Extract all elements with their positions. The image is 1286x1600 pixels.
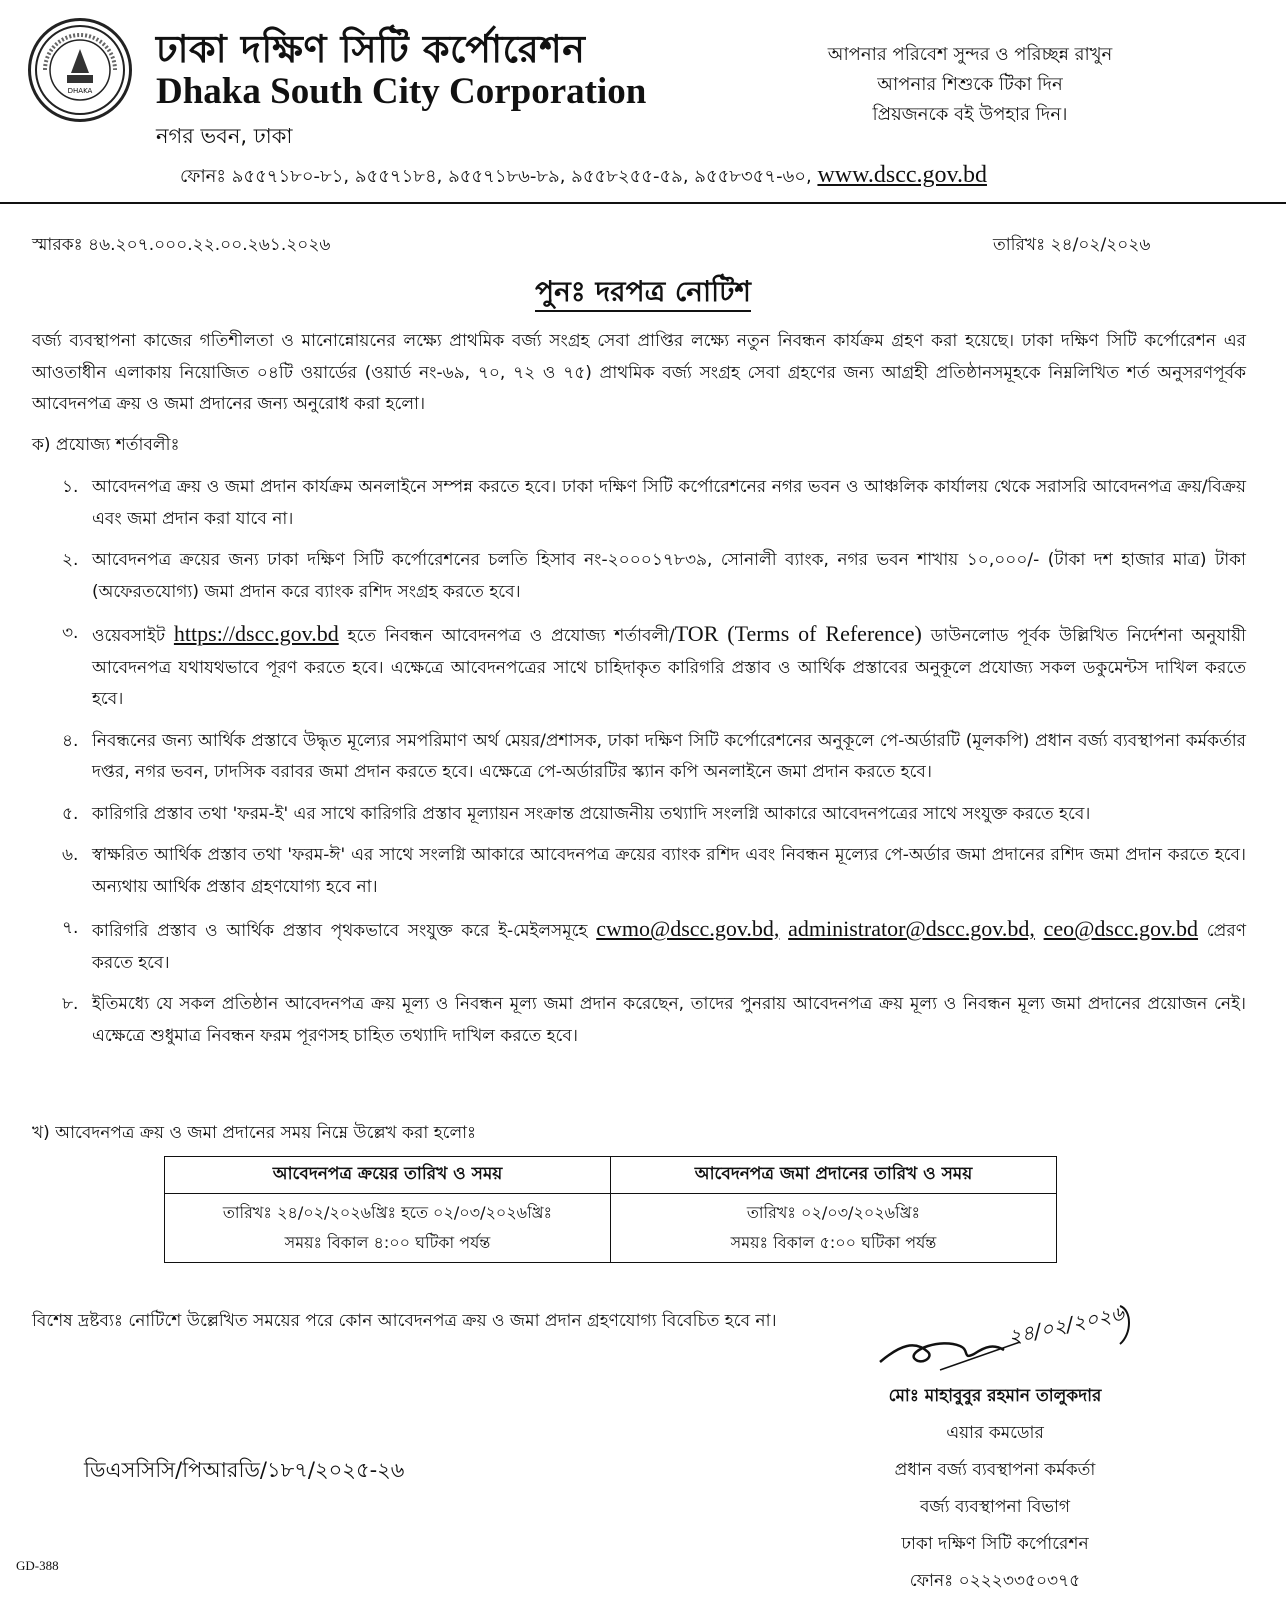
org-address: নগর ভবন, ঢাকা (156, 124, 293, 148)
header-contact (180, 162, 987, 193)
dscc-download-link[interactable]: https://dscc.gov.bd (173, 621, 339, 646)
section-ka-heading: ক) প্রযোজ্য শর্তাবলীঃ (32, 435, 180, 455)
slogan-3: প্রিয়জনকে বই উপহার দিন। (872, 104, 1068, 125)
notice-title: পুনঃ দরপত্র নোটিশ (0, 270, 1286, 317)
gd-code: GD-388 (16, 1558, 59, 1573)
schedule-table (164, 1156, 1057, 1263)
condition-8: ৮. ইতিমধ্যে যে সকল প্রতিষ্ঠান আবেদনপত্র ক্রয় মূল্য ও নিবন্ধন মূল্য জমা প্রদান করেছেন, তাদের পুনরায় আবেদনপত্র ক্রয় মূল্য ও নিবন্ধন মূল্য জমা প্রদানের প্রয়োজন নেই। এক্ষেত্রে শুধুমাত্র নিবন্ধন ফরম পূরণসহ চাহিত তথ্যাদি দাখিল করতে হবে। (62, 994, 1246, 1046)
svg-text:২৪/০২/২০২৬: ২৪/০২/২০২৬ (1006, 1300, 1126, 1349)
handwritten-signature (870, 1300, 1170, 1386)
dscc-logo (28, 18, 132, 122)
email-administrator-link[interactable]: administrator@dscc.gov.bd, (788, 916, 1035, 941)
purchase-schedule-cell: তারিখঃ ২৪/০২/২০২৬খ্রিঃ হতে ০২/০৩/২০২৬খ্রিঃ সময়ঃ বিকাল ৪:০০ ঘটিকা পর্যন্ত (165, 1194, 611, 1263)
condition-4: ৪. নিবন্ধনের জন্য আর্থিক প্রস্তাবে উদ্ধৃত মূল্যের সমপরিমাণ অর্থ মেয়র/প্রশাসক, ঢাকা দক্ষিণ সিটি কর্পোরেশনের অনুকূলে পে-অর্ডারটি (মূলকপি) প্রধান বর্জ্য ব্যবস্থাপনা কর্মকর্তার দপ্তর, নগর ভবন, ঢাদসিক বরাবর জমা প্রদান করতে হবে। এক্ষেত্রে পে-অর্ডারটির স্ক্যান কপি অনলাইনে জমা প্রদান করতে হবে। (62, 730, 1246, 782)
slogan-2: আপনার শিশুকে টিকা দিন (877, 74, 1063, 95)
submit-schedule-cell: তারিখঃ ০২/০৩/২০২৬খ্রিঃ সময়ঃ বিকাল ৫:০০ ঘটিকা পর্যন্ত (611, 1194, 1057, 1263)
signatory-phone: ফোনঃ ০২২২৩৩৫০৩৭৫ (909, 1571, 1081, 1591)
section-kha-heading: খ) আবেদনপত্র ক্রয় ও জমা প্রদানের সময় নিম্নে উল্লেখ করা হলোঃ (32, 1123, 477, 1143)
signatory-designation: প্রধান বর্জ্য ব্যবস্থাপনা কর্মকর্তা (894, 1460, 1096, 1480)
header-phone: ফোনঃ ৯৫৫৭১৮০-৮১, ৯৫৫৭১৮৪, ৯৫৫৭১৮৬-৮৯, ৯৫৫৮২৫৫-৫৯, ৯৫৫৮৩৫৭-৬০, (180, 166, 812, 187)
website-link[interactable]: www.dscc.gov.bd (817, 162, 987, 188)
intro-paragraph: বর্জ্য ব্যবস্থাপনা কাজের গতিশীলতা ও মানোন্নোয়নের লক্ষ্যে প্রাথমিক বর্জ্য সংগ্রহ সেবা প্রাপ্তির লক্ষ্যে নতুন নিবন্ধন কার্যক্রম গ্রহণ করা হয়েছে। ঢাকা দক্ষিণ সিটি কর্পোরেশন এর আওতাধীন এলাকায় নিয়োজিত ০৪টি ওয়ার্ডের (ওয়ার্ড নং-৬৯, ৭০, ৭২ ও ৭৫) প্রাথমিক বর্জ্য সংগ্রহ সেবা গ্রহণের জন্য আগ্রহী প্রতিষ্ঠানসমূহকে নিম্নলিখিত শর্ত অনুসরণপূর্বক আবেদনপত্র ক্রয় ও জমা প্রদানের জন্য অনুরোধ করা হলো। (32, 331, 1246, 414)
condition-6: ৬. স্বাক্ষরিত আর্থিক প্রস্তাব তথা 'ফরম-ঈ' এর সাথে সংলগ্নি আকারে আবেদনপত্র ক্রয়ের ব্যাংক রশিদ এবং নিবন্ধন মূল্যের পে-অর্ডার জমা প্রদানের রশিদ জমা প্রদান করতে হবে। অন্যথায় আর্থিক প্রস্তাব গ্রহণযোগ্য হবে না। (62, 845, 1246, 897)
condition-3: ৩. ওয়েবসাইট https://dscc.gov.bd হতে নিবন্ধন আবেদনপত্র ও প্রযোজ্য শর্তাবলী/TOR (Terms of Reference) ডাউনলোড পূর্বক উল্লিখিত নির্দেশনা অনুযায়ী আবেদনপত্র যথাযথভাবে পূরণ করতে হবে। এক্ষেত্রে আবেদনপত্রের সাথে চাহিদাকৃত কারিগরি প্রস্তাব ও আর্থিক প্রস্তাবের অনুকূলে প্রযোজ্য সকল ডকুমেন্টস দাখিল করতে হবে। (62, 621, 1246, 709)
condition-2: ২. আবেদনপত্র ক্রয়ের জন্য ঢাকা দক্ষিণ সিটি কর্পোরেশনের চলতি হিসাব নং-২০০০১৭৮৩৯, সোনালী ব্যাংক, নগর ভবন শাখায় ১০,০০০/- (টাকা দশ হাজার মাত্র) টাকা (অফেরতযোগ্য) জমা প্রদান করে ব্যাংক রশিদ সংগ্রহ করতে হবে। (62, 550, 1246, 602)
col-purchase-header: আবেদনপত্র ক্রয়ের তারিখ ও সময় (165, 1157, 611, 1194)
condition-1: ১. আবেদনপত্র ক্রয় ও জমা প্রদান কার্যক্রম অনলাইনে সম্পন্ন করতে হবে। ঢাকা দক্ষিণ সিটি কর্পোরেশনের নগর ভবন ও আঞ্চলিক কার্যালয় থেকে সরাসরি আবেদনপত্র ক্রয়/বিক্রয় এবং জমা প্রদান করা যাবে না। (62, 477, 1246, 529)
email-ceo-link[interactable]: ceo@dscc.gov.bd (1043, 916, 1199, 941)
header-divider (0, 202, 1286, 204)
table-header-row (165, 1157, 1057, 1194)
pr-code: ডিএসসিসি/পিআরডি/১৮৭/২০২৫-২৬ (84, 1458, 405, 1482)
org-name-bn: ঢাকা দক্ষিণ সিটি কর্পোরেশন (156, 27, 586, 71)
signatory-block (800, 1378, 1190, 1600)
condition-5: ৫. কারিগরি প্রস্তাব তথা 'ফরম-ই' এর সাথে কারিগরি প্রস্তাব মূল্যায়ন সংক্রান্ত প্রয়োজনীয় তথ্যাদি সংলগ্নি আকারে আবেদনপত্রের সাথে সংযুক্ত করতে হবে। (62, 803, 1091, 824)
org-name-en: Dhaka South City Corporation (156, 71, 647, 112)
table-row (165, 1194, 1057, 1263)
svg-text:DHAKA: DHAKA (67, 87, 93, 95)
condition-7: ৭. কারিগরি প্রস্তাব ও আর্থিক প্রস্তাব পৃথকভাবে সংযুক্ত করে ই-মেইলসমূহে cwmo@dscc.gov.bd, administrator@dscc.gov.bd, ceo@dscc.gov.bd প্রেরণ করতে হবে। (62, 916, 1246, 973)
signatory-name: মোঃ মাহাবুবুর রহমান তালুকদার (888, 1386, 1102, 1406)
col-submit-header: আবেদনপত্র জমা প্রদানের তারিখ ও সময় (611, 1157, 1057, 1194)
signatory-department: বর্জ্য ব্যবস্থাপনা বিভাগ (919, 1497, 1071, 1517)
conditions-list (62, 472, 1246, 1052)
memo-date: তারিখঃ ২৪/০২/২০২৬ (993, 235, 1151, 255)
signatory-rank: এয়ার কমডোর (946, 1423, 1044, 1443)
signatory-org: ঢাকা দক্ষিণ সিটি কর্পোরেশন (901, 1534, 1089, 1554)
slogan-1: আপনার পরিবেশ সুন্দর ও পরিচ্ছন্ন রাখুন (827, 44, 1113, 65)
special-note: বিশেষ দ্রষ্টব্যঃ নোটিশে উল্লেখিত সময়ের পরে কোন আবেদনপত্র ক্রয় ও জমা প্রদান গ্রহণযোগ্য বিবেচিত হবে না। (32, 1311, 777, 1331)
email-cwmo-link[interactable]: cwmo@dscc.gov.bd, (596, 916, 780, 941)
memo-ref: স্মারকঃ ৪৬.২০৭.০০০.২২.০০.২৬১.২০২৬ (32, 235, 331, 255)
